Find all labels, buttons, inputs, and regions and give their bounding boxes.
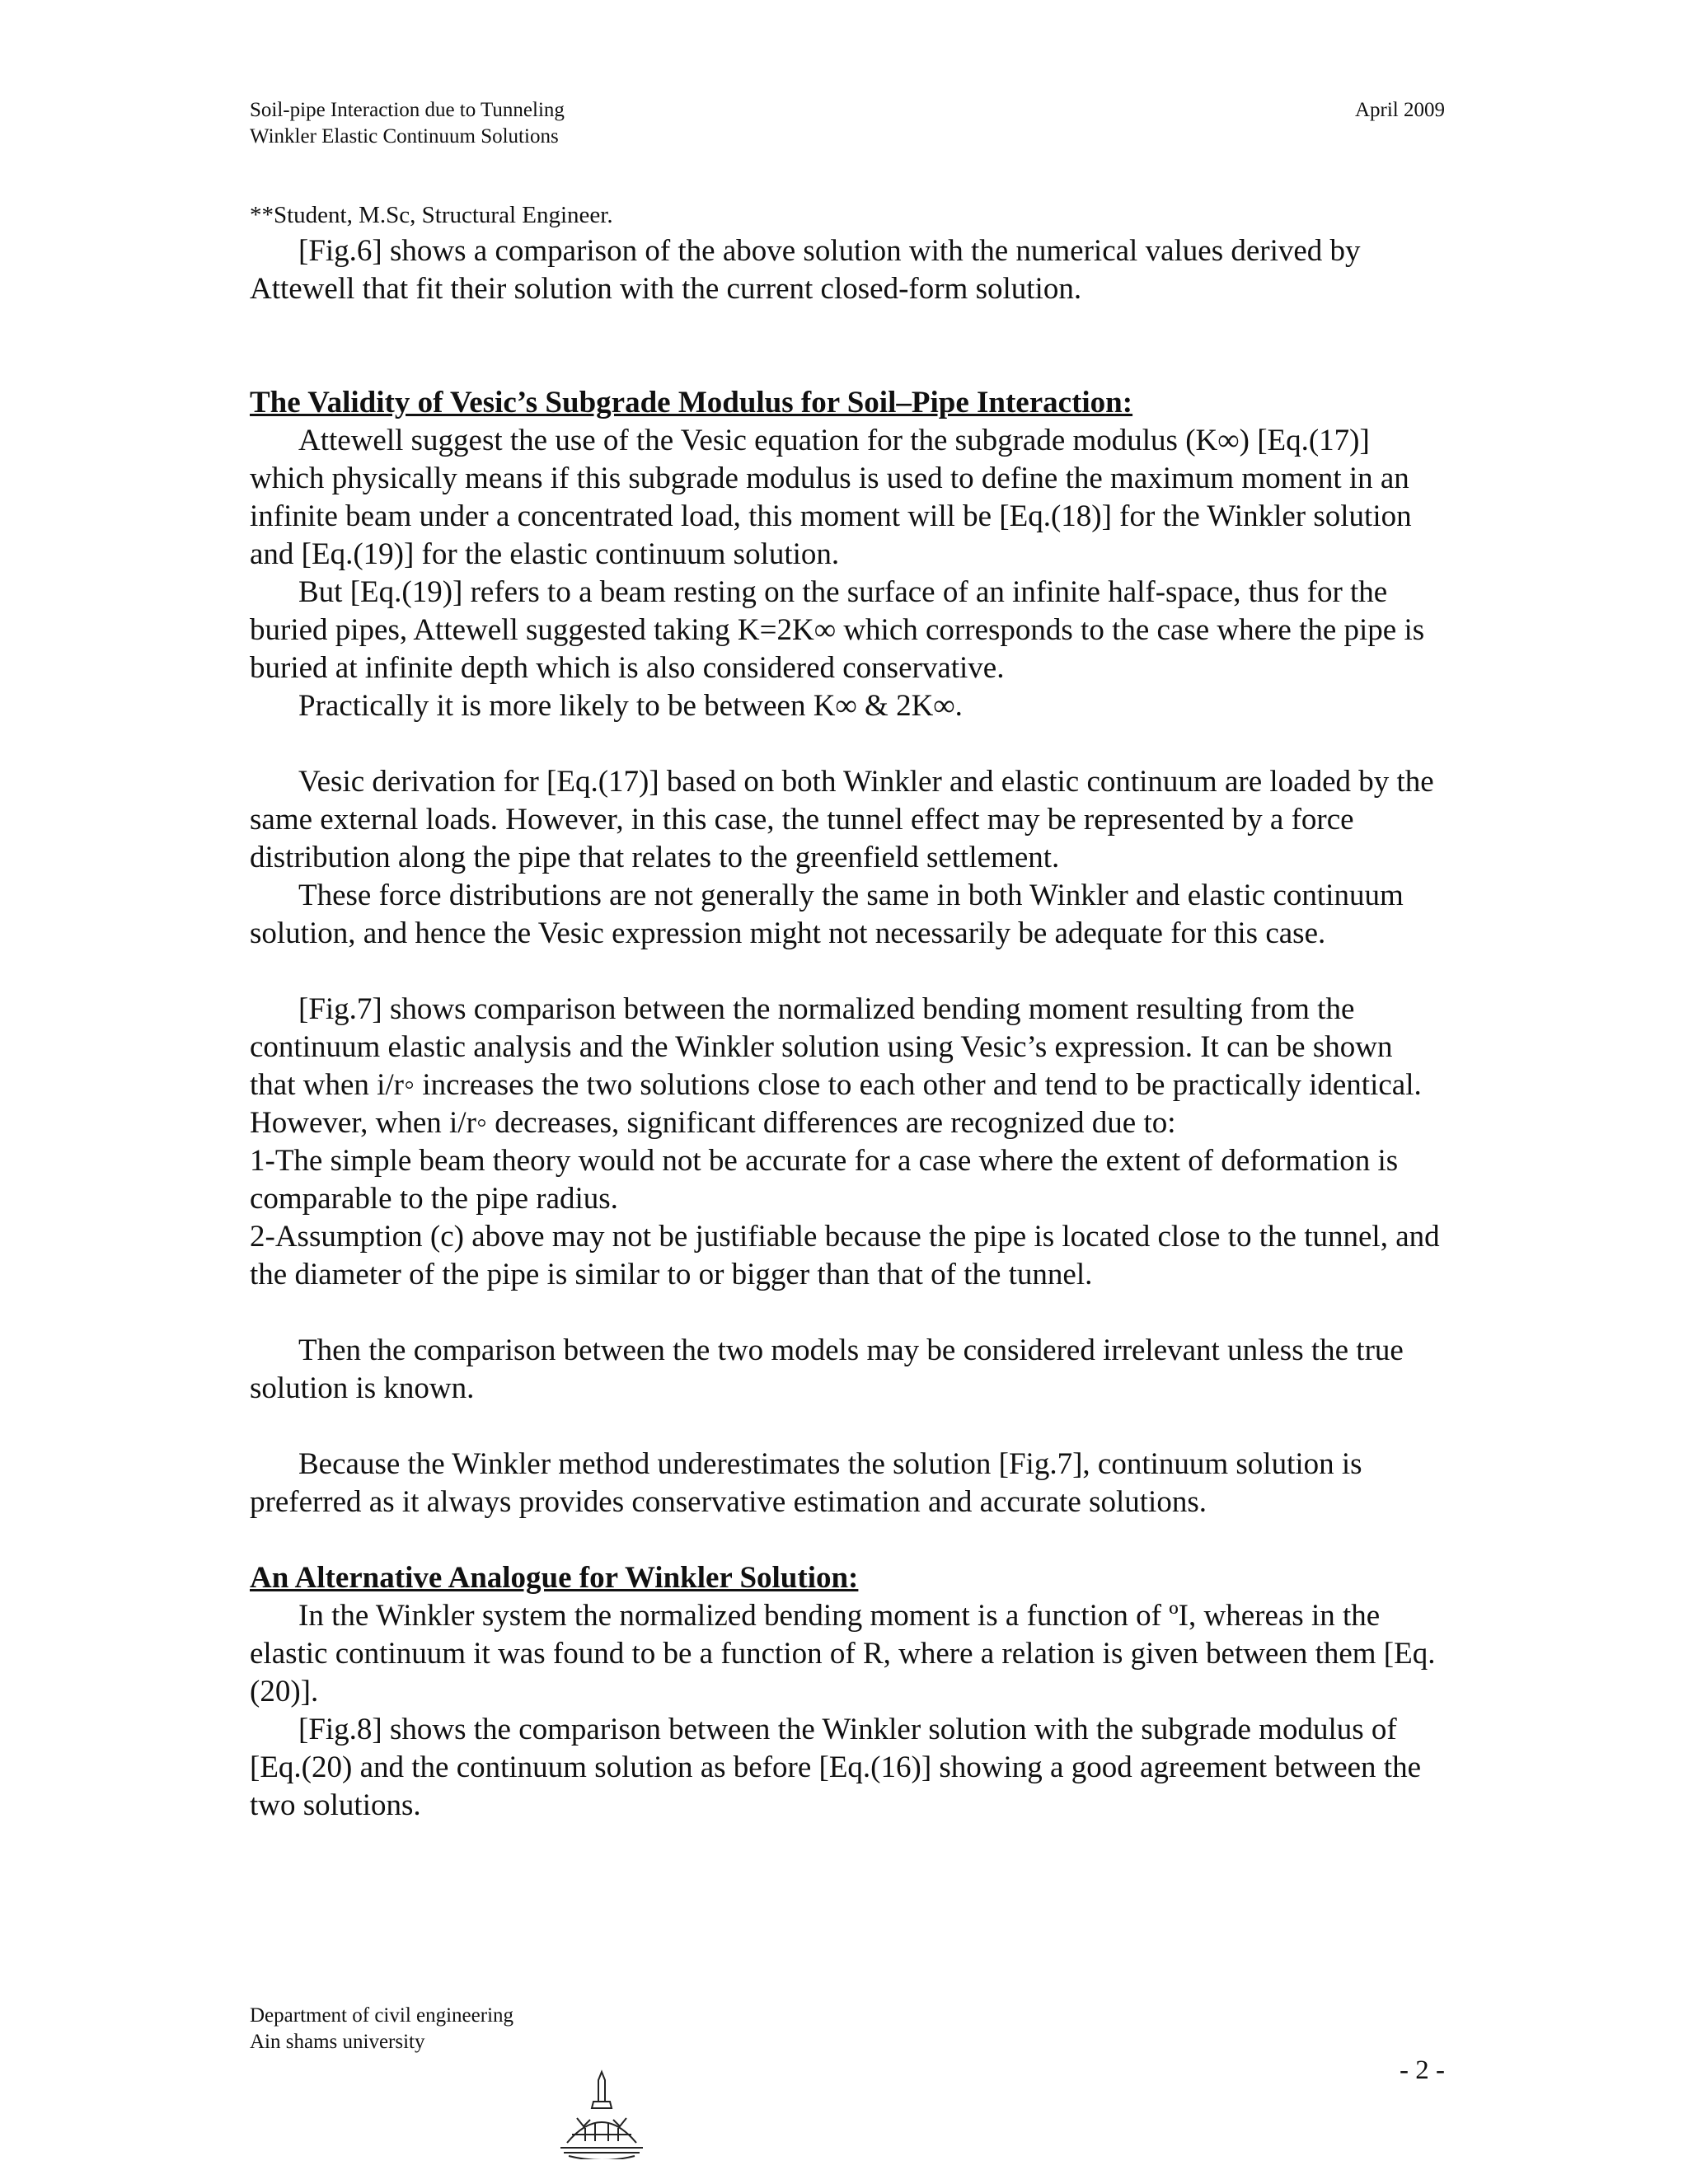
header-title-line1: Soil-pipe Interaction due to Tunneling — [250, 99, 565, 121]
header-date: April 2009 — [1354, 99, 1445, 121]
section-heading-validity: The Validity of Vesic’s Subgrade Modulus for Soil–Pipe Interaction: — [250, 386, 1133, 419]
footnote-author: **Student, M.Sc, Structural Engineer. — [250, 202, 613, 228]
page-number: - 2 - — [1400, 2055, 1445, 2085]
footer-department: Department of civil engineering — [250, 2004, 514, 2027]
paragraph-vesic-2: These force distributions are not generally the same in both Winkler and elastic continuum solution, and hence the Vesic expression might not necessarily be adequate for this case. — [250, 879, 1404, 950]
paragraph-comparison: Then the comparison between the two models may be considered irrelevant unless the true solution is known. — [250, 1333, 1404, 1405]
footer-university: Ain shams university — [250, 2031, 425, 2053]
body-text — [250, 199, 1445, 1825]
paragraph-validity-3: Practically it is more likely to be between K∞ & 2K∞. — [298, 689, 963, 723]
section-heading-alternative: An Alternative Analogue for Winkler Solution: — [250, 1561, 859, 1595]
paragraph-validity-2: But [Eq.(19)] refers to a beam resting on the surface of an infinite half-space, thus for the buried pipes, Attewell suggested taking K=2K∞ which corresponds to the case where the pipe is buried at infinite depth which is also considered conservative. — [250, 575, 1425, 685]
paragraph-validity-1: Attewell suggest the use of the Vesic equation for the subgrade modulus (K∞) [Eq.(17)] which physically means if this subgrade modulus is used to define the maximum moment in an infinite beam under a concentrated load, this moment will be [Eq.(18)] for the Winkler solution and [Eq.(19)] for the elastic continuum solution. — [250, 424, 1412, 571]
list-item: 1-The simple beam theory would not be accurate for a case where the extent of deformation is comparable to the pipe radius. — [250, 1144, 1399, 1216]
paragraph-alternative-1: In the Winkler system the normalized bending moment is a function of ºI, whereas in the elastic continuum it was found to be a function of R, where a relation is given between them [Eq.(20)]. — [250, 1599, 1436, 1708]
university-logo-icon — [552, 2069, 651, 2159]
list-item: 2-Assumption (c) above may not be justifiable because the pipe is located close to the tunnel, and the diameter of the pipe is similar to or bigger than that of the tunnel. — [250, 1220, 1440, 1291]
header-title-line2: Winkler Elastic Continuum Solutions — [250, 125, 559, 148]
paragraph-because: Because the Winkler method underestimates the solution [Fig.7], continuum solution is preferred as it always provides conservative estimation and accurate solutions. — [250, 1447, 1362, 1519]
paragraph-intro: [Fig.6] shows a comparison of the above solution with the numerical values derived by Attewell that fit their solution with the current closed-form solution. — [250, 234, 1361, 306]
paragraph-fig7: [Fig.7] shows comparison between the normalized bending moment resulting from the continuum elastic analysis and the Winkler solution using Vesic’s expression. It can be shown that when i/r◦ increases the two solutions close to each other and tend to be practically identical. However, when i/r◦ decreases, significant differences are recognized due to: — [250, 992, 1422, 1140]
paragraph-vesic-1: Vesic derivation for [Eq.(17)] based on both Winkler and elastic continuum are loaded by the same external loads. However, in this case, the tunnel effect may be represented by a force distribution along the pipe that relates to the greenfield settlement. — [250, 765, 1434, 874]
paragraph-alternative-2: [Fig.8] shows the comparison between the Winkler solution with the subgrade modulus of [Eq.(20) and the continuum solution as before [Eq.(16)] showing a good agreement between the two solutions. — [250, 1713, 1421, 1822]
footer-affiliation — [250, 2003, 513, 2055]
header-titles — [250, 97, 565, 150]
